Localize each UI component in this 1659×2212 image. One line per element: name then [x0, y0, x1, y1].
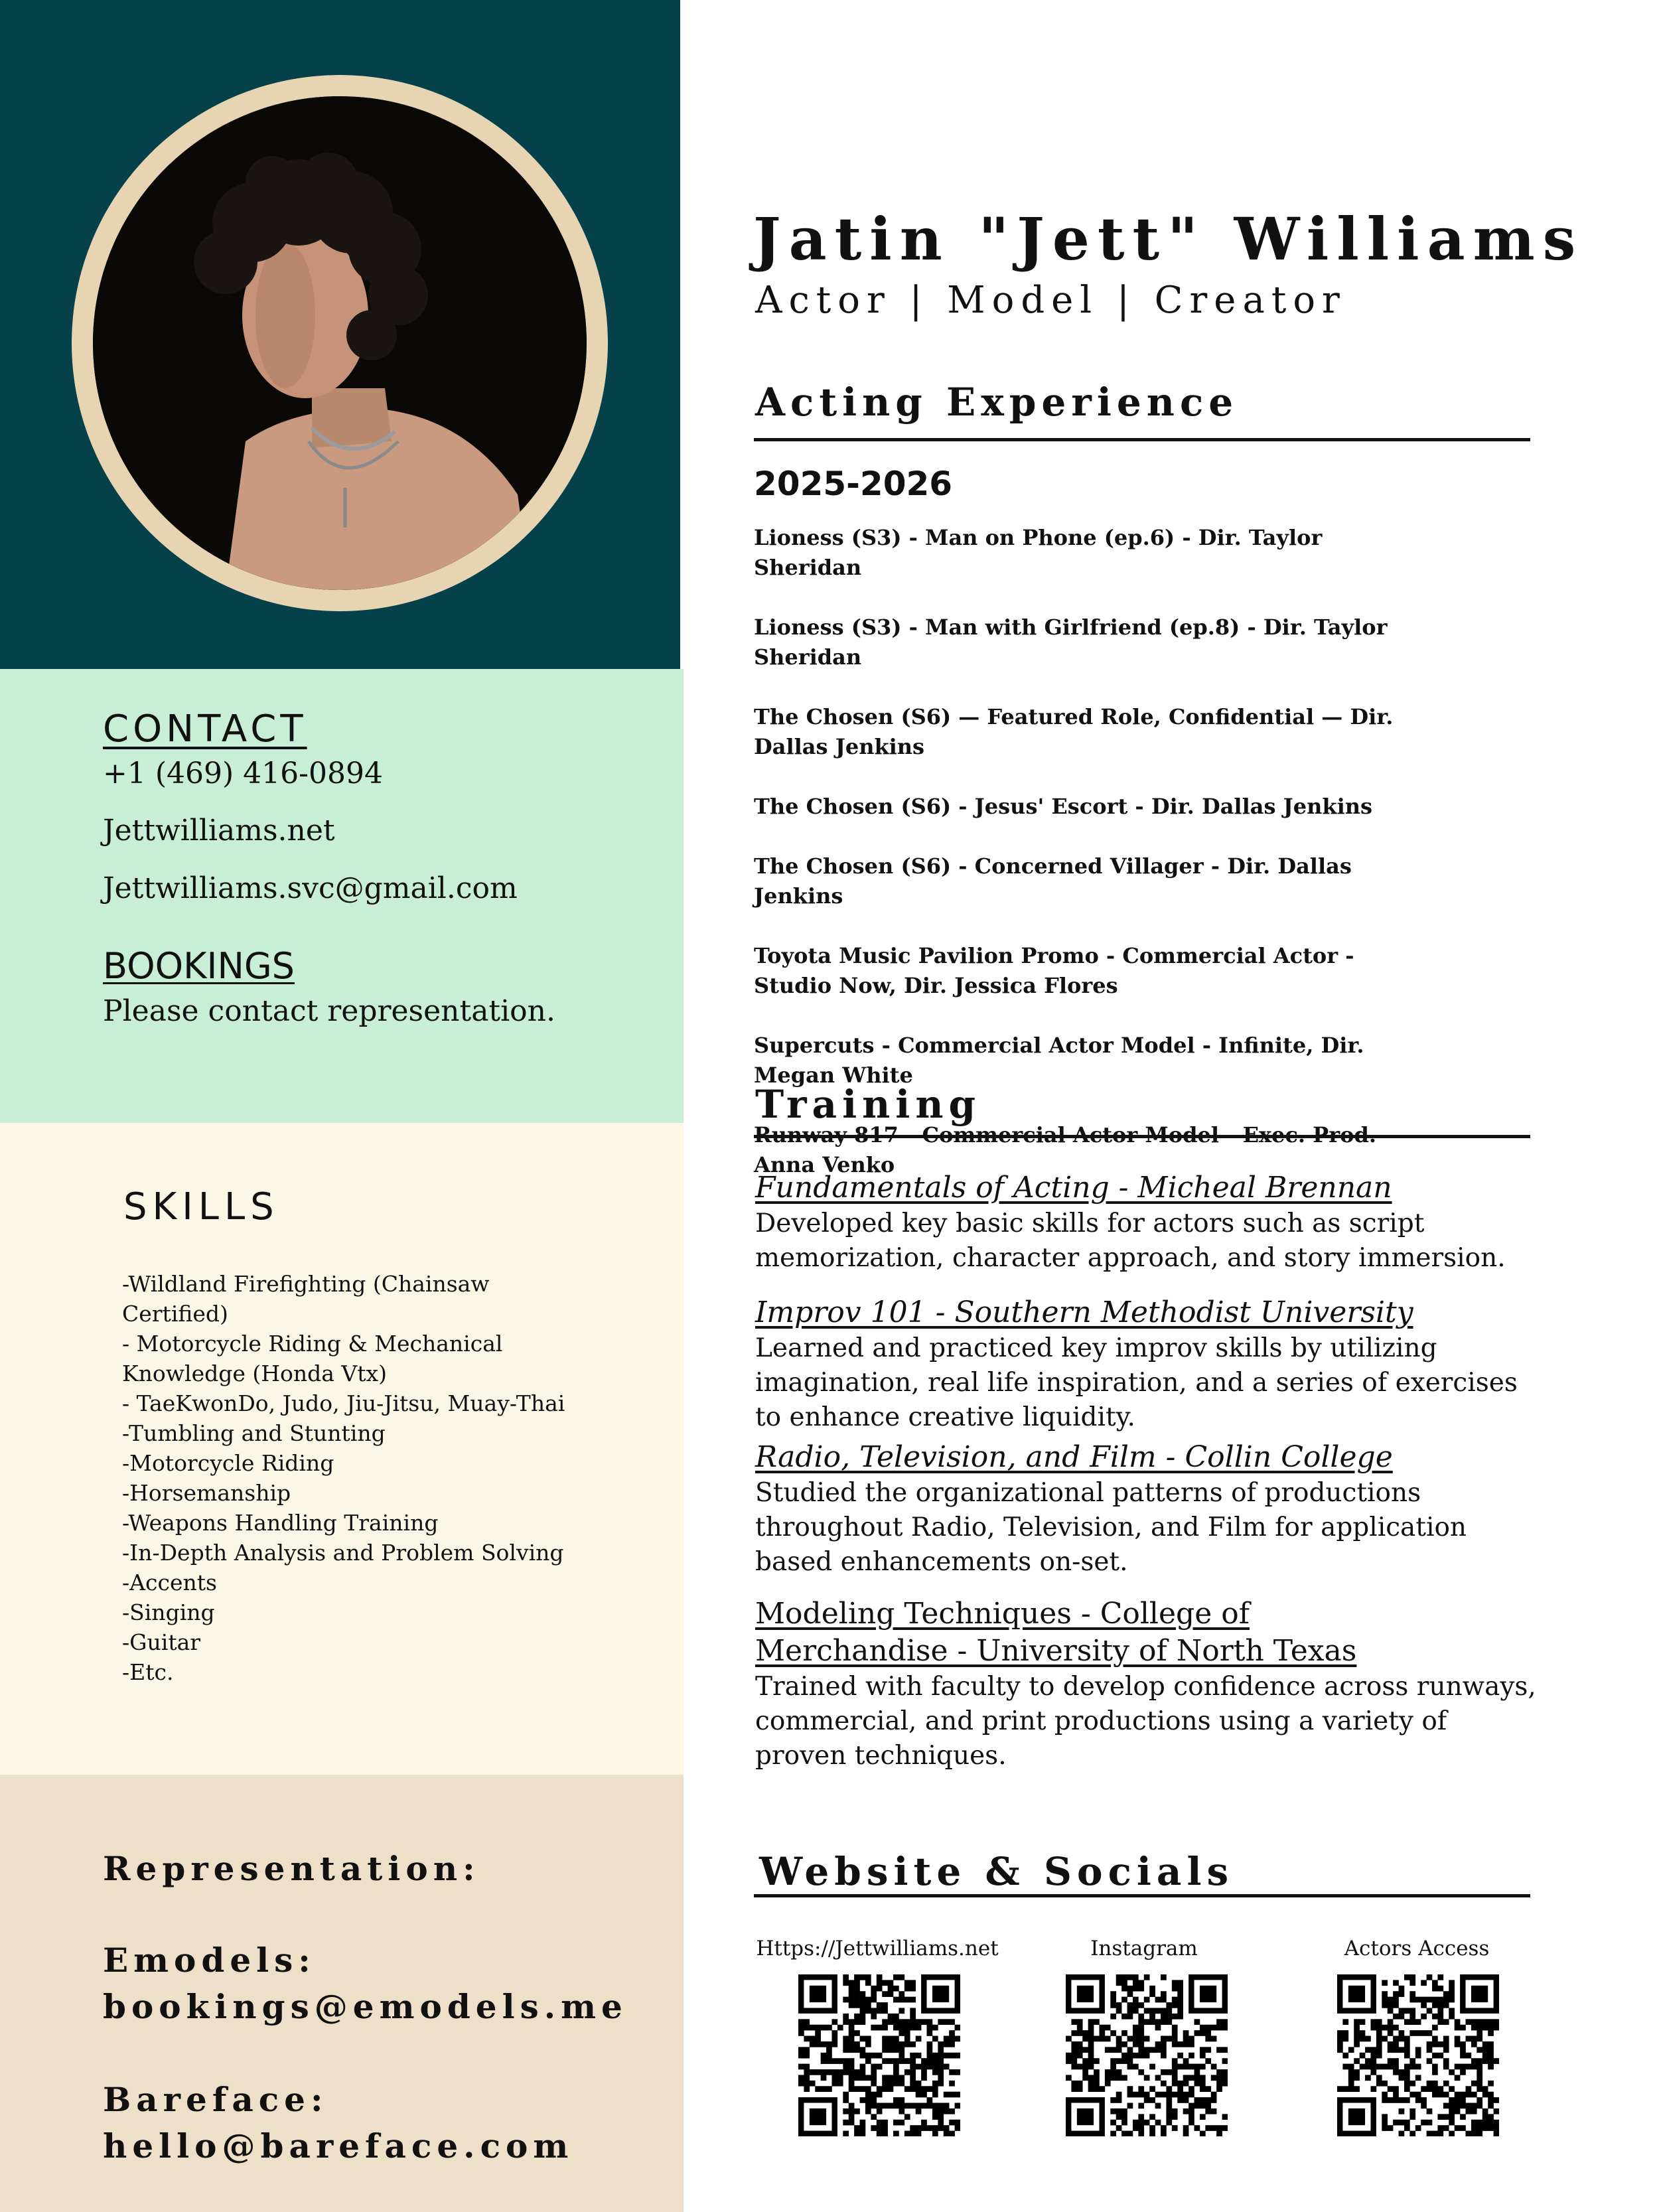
- email-link[interactable]: Jettwilliams.svc@gmail.com: [103, 871, 518, 905]
- agency-email[interactable]: bookings@emodels.me: [103, 1987, 628, 2026]
- section-divider: [754, 438, 1530, 441]
- skill-item: -Weapons Handling Training: [122, 1510, 439, 1536]
- agency-name: Emodels:: [103, 1941, 316, 1980]
- phone-number[interactable]: +1 (469) 416-0894: [103, 757, 383, 790]
- skill-item: -Wildland Firefighting (Chainsaw Certified): [122, 1271, 490, 1327]
- page-subtitle: Actor | Model | Creator: [755, 279, 1346, 322]
- credit-item: Lioness (S3) - Man with Girlfriend (ep.8) - Dir. Taylor Sheridan: [754, 615, 1388, 670]
- photo-panel: [0, 0, 680, 669]
- training-heading: Training: [755, 1082, 981, 1127]
- year-range: 2025-2026: [754, 465, 953, 503]
- course-title[interactable]: Improv 101 - Southern Methodist University: [755, 1295, 1413, 1329]
- representation-panel: [0, 1775, 684, 2212]
- credit-item: Supercuts - Commercial Actor Model - Infinite, Dir. Megan White: [754, 1033, 1364, 1088]
- course-description: Developed key basic skills for actors such as script memorization, character approach, and story immersion.: [755, 1209, 1506, 1273]
- skills-heading: SKILLS: [123, 1185, 279, 1228]
- acting-experience-heading: Acting Experience: [755, 380, 1239, 425]
- page-title: Jatin "Jett" Williams: [753, 204, 1584, 273]
- skill-item: -Singing: [122, 1599, 215, 1625]
- qr-label-website: Https://Jettwilliams.net: [756, 1937, 999, 1960]
- course-title[interactable]: Radio, Television, and Film - Collin College: [755, 1440, 1393, 1474]
- qr-code-actors-access[interactable]: [1337, 1974, 1499, 2136]
- qr-label-instagram: Instagram: [1090, 1937, 1198, 1960]
- skill-item: -Accents: [122, 1570, 217, 1595]
- section-divider: [754, 1894, 1530, 1897]
- credit-item: The Chosen (S6) - Concerned Villager - Dir. Dallas Jenkins: [754, 853, 1352, 909]
- contact-heading: CONTACT: [103, 707, 307, 751]
- qr-code-instagram[interactable]: [1066, 1974, 1228, 2136]
- contact-panel: [0, 669, 684, 1123]
- representation-heading: Representation:: [103, 1849, 480, 1888]
- skill-item: - TaeKwonDo, Judo, Jiu-Jitsu, Muay-Thai: [122, 1390, 565, 1416]
- skill-item: -Tumbling and Stunting: [122, 1420, 386, 1446]
- qr-label-actors-access: Actors Access: [1344, 1937, 1490, 1960]
- credit-item: The Chosen (S6) — Featured Role, Confidential — Dir. Dallas Jenkins: [754, 704, 1394, 759]
- skills-list: [122, 1269, 587, 1687]
- training-course: [755, 1294, 1538, 1435]
- agency-email[interactable]: hello@bareface.com: [103, 2126, 574, 2166]
- credit-item: The Chosen (S6) - Jesus' Escort - Dir. Dallas Jenkins: [754, 794, 1372, 819]
- bookings-text: Please contact representation.: [103, 994, 555, 1028]
- course-description: Learned and practiced key improv skills by utilizing imagination, real life inspiration, and a series of exercises to enhance creative liquidity.: [755, 1333, 1518, 1432]
- website-link[interactable]: Jettwilliams.net: [103, 814, 335, 848]
- headshot-photo: [93, 96, 587, 590]
- credit-item: Lioness (S3) - Man on Phone (ep.6) - Dir. Taylor Sheridan: [754, 525, 1323, 580]
- course-description: Trained with faculty to develop confidence across runways, commercial, and print productions using a variety of proven techniques.: [755, 1672, 1536, 1771]
- socials-heading: Website & Socials: [759, 1849, 1234, 1894]
- credit-item: Anna Venko: [754, 1152, 895, 1177]
- training-course: [755, 1169, 1538, 1276]
- training-course: [755, 1439, 1538, 1580]
- course-title[interactable]: Fundamentals of Acting - Micheal Brennan: [755, 1171, 1392, 1205]
- course-description: Studied the organizational patterns of productions throughout Radio, Television, and Film for application based enhancements on-set.: [755, 1478, 1467, 1577]
- headshot-illustration: [93, 96, 587, 590]
- bookings-heading: BOOKINGS: [103, 945, 295, 987]
- skill-item: -Etc.: [122, 1659, 174, 1685]
- skill-item: -Motorcycle Riding: [122, 1450, 334, 1476]
- skill-item: -Guitar: [122, 1629, 201, 1655]
- skill-item: - Motorcycle Riding & Mechanical Knowledge (Honda Vtx): [122, 1331, 503, 1386]
- skill-item: -In-Depth Analysis and Problem Solving: [122, 1540, 564, 1566]
- section-divider: [754, 1135, 1530, 1138]
- qr-code-website[interactable]: [798, 1974, 960, 2136]
- training-course: [755, 1595, 1536, 1773]
- skill-item: -Horsemanship: [122, 1480, 291, 1506]
- credit-item: Toyota Music Pavilion Promo - Commercial Actor - Studio Now, Dir. Jessica Flores: [754, 943, 1354, 998]
- skills-panel: [0, 1123, 684, 1775]
- agency-name: Bareface:: [103, 2080, 328, 2119]
- course-title[interactable]: Modeling Techniques - College of Merchandise - University of North Texas: [755, 1597, 1357, 1668]
